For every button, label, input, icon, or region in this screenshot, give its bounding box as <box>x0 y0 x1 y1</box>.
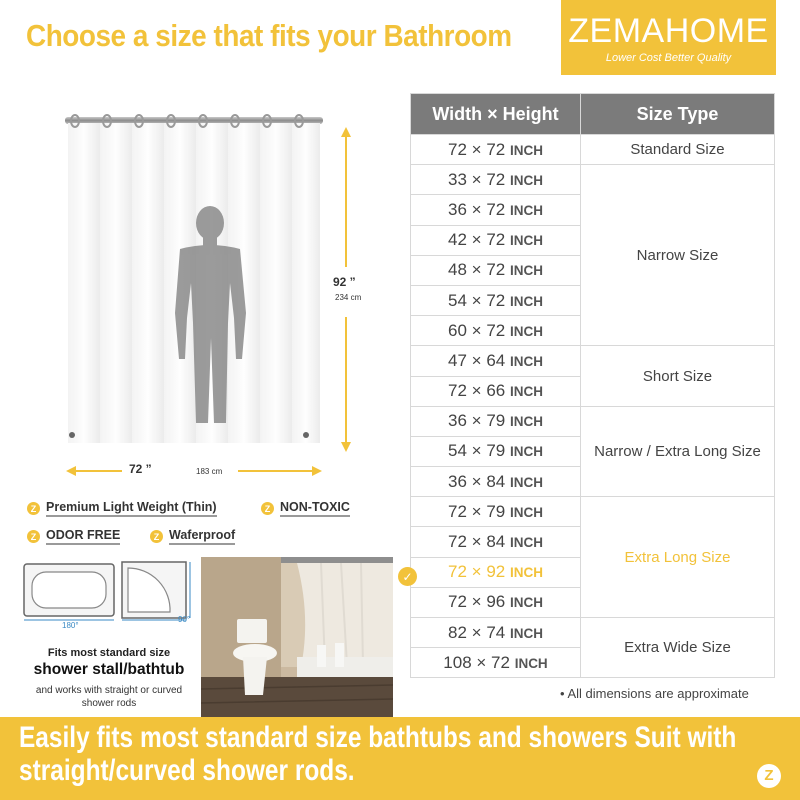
checkmark-icon: ✓ <box>398 567 417 586</box>
size-unit: INCH <box>509 414 543 430</box>
size-unit: INCH <box>514 655 548 671</box>
column-header-size: Width × Height <box>411 94 581 135</box>
arrow-left-icon <box>66 466 76 476</box>
brand-name: ZEMAHOME <box>568 12 769 50</box>
size-value: 54 × 79 <box>448 441 506 461</box>
height-cm: 234 cm <box>335 293 362 302</box>
shower-curtain-illustration <box>68 123 320 443</box>
size-cell <box>411 255 581 285</box>
curtain-ring <box>198 114 208 128</box>
size-unit: INCH <box>509 565 543 581</box>
table-row <box>411 135 775 165</box>
z-badge-icon: Z <box>27 530 40 543</box>
size-type-cell: Standard Size <box>581 135 775 165</box>
size-unit: INCH <box>509 595 543 611</box>
height-inches: 92 ” <box>333 275 356 289</box>
curtain-ring <box>166 114 176 128</box>
size-value: 72 × 79 <box>448 501 506 521</box>
width-inches: 72 ” <box>129 462 152 476</box>
feature-odor-free: Z ODOR FREE <box>27 528 120 545</box>
size-unit: INCH <box>509 142 543 158</box>
size-table <box>410 93 775 678</box>
size-unit: INCH <box>509 535 543 551</box>
feature-lightweight: Z Premium Light Weight (Thin) <box>27 500 217 517</box>
curtain-ring <box>134 114 144 128</box>
size-cell <box>411 195 581 225</box>
size-unit: INCH <box>509 625 543 641</box>
page-headline: Choose a size that fits your Bathroom <box>26 18 512 53</box>
curtain-ring <box>294 114 304 128</box>
size-unit: INCH <box>509 323 543 339</box>
size-value: 36 × 72 <box>448 199 506 219</box>
brand-tagline: Lower Cost Better Quality <box>605 52 732 64</box>
size-value: 82 × 74 <box>448 622 506 642</box>
size-cell <box>411 648 581 678</box>
table-row <box>411 346 775 376</box>
brand-logo <box>561 0 776 75</box>
curtain-ring <box>230 114 240 128</box>
curtain-ring <box>102 114 112 128</box>
corner-dimension-label: 90° <box>178 615 191 624</box>
size-unit: INCH <box>509 504 543 520</box>
banner-text: Easily fits most standard size bathtubs and showers Suit with straight/curved shower rods. <box>19 721 737 787</box>
bathroom-scene-image <box>201 557 393 718</box>
size-unit: INCH <box>509 353 543 369</box>
size-type-cell: Short Size <box>581 346 775 406</box>
arrow-up-icon <box>341 127 351 137</box>
size-cell <box>411 376 581 406</box>
size-unit: INCH <box>509 233 543 249</box>
tub-dimension-label: 180° <box>62 621 79 630</box>
size-value: 72 × 92 <box>448 562 506 582</box>
size-type-cell: Narrow / Extra Long Size <box>581 406 775 497</box>
size-unit: INCH <box>509 202 543 218</box>
size-cell <box>411 346 581 376</box>
size-type-cell: Narrow Size <box>581 165 775 346</box>
size-cell <box>411 557 581 587</box>
size-cell <box>411 467 581 497</box>
size-unit: INCH <box>509 384 543 400</box>
size-cell <box>411 587 581 617</box>
z-badge-icon: Z <box>27 502 40 515</box>
size-cell <box>411 135 581 165</box>
width-dimension-line <box>238 470 312 472</box>
size-cell <box>411 497 581 527</box>
size-value: 60 × 72 <box>448 320 506 340</box>
feature-waterproof: Z Waferproof <box>150 528 235 545</box>
size-cell <box>411 406 581 436</box>
curtain-ring <box>262 114 272 128</box>
size-value: 108 × 72 <box>443 652 510 672</box>
arrow-down-icon <box>341 442 351 452</box>
feature-non-toxic: Z NON-TOXIC <box>261 500 350 517</box>
bathtub-plan-icon <box>20 560 198 645</box>
size-cell <box>411 165 581 195</box>
size-value: 33 × 72 <box>448 169 506 189</box>
curtain-drawing <box>68 123 320 443</box>
size-value: 72 × 66 <box>448 381 506 401</box>
brand-z-logo-icon: Z <box>757 764 781 788</box>
size-cell <box>411 527 581 557</box>
size-value: 72 × 96 <box>448 592 506 612</box>
table-row <box>411 165 775 195</box>
table-row <box>411 406 775 436</box>
size-value: 48 × 72 <box>448 260 506 280</box>
column-header-type: Size Type <box>581 94 775 135</box>
arrow-right-icon <box>312 466 322 476</box>
table-body <box>411 135 775 678</box>
size-cell <box>411 225 581 255</box>
z-badge-icon: Z <box>261 502 274 515</box>
curtain-ring <box>70 114 80 128</box>
size-value: 47 × 64 <box>448 350 506 370</box>
size-type-cell: Extra Long Size <box>581 497 775 618</box>
stall-caption-line1: Fits most standard size <box>47 647 171 659</box>
size-unit: INCH <box>509 172 543 188</box>
size-unit: INCH <box>509 263 543 279</box>
size-cell <box>411 436 581 466</box>
width-dimension-line <box>76 470 122 472</box>
bathtub-stall-plan <box>20 560 198 630</box>
size-cell <box>411 285 581 315</box>
stall-caption-line2: shower stall/bathtub <box>33 661 185 678</box>
size-value: 72 × 72 <box>448 139 506 159</box>
size-value: 36 × 79 <box>448 411 506 431</box>
table-row <box>411 497 775 527</box>
width-cm: 183 cm <box>196 467 223 476</box>
size-type-cell: Extra Wide Size <box>581 618 775 678</box>
table-row <box>411 618 775 648</box>
size-value: 72 × 84 <box>448 532 506 552</box>
table-header-row <box>411 94 775 135</box>
size-unit: INCH <box>509 293 543 309</box>
size-value: 54 × 72 <box>448 290 506 310</box>
size-value: 36 × 84 <box>448 471 506 491</box>
z-badge-icon: Z <box>150 530 163 543</box>
size-unit: INCH <box>509 474 543 490</box>
height-dimension-line <box>345 127 347 452</box>
size-unit: INCH <box>509 444 543 460</box>
approximate-note: • All dimensions are approximate <box>560 686 749 701</box>
size-cell <box>411 316 581 346</box>
stall-caption-line3: and works with straight or curved shower rods <box>35 685 183 709</box>
size-cell <box>411 618 581 648</box>
bathroom-photo <box>201 557 393 718</box>
size-value: 42 × 72 <box>448 230 506 250</box>
bottom-banner <box>0 717 800 800</box>
